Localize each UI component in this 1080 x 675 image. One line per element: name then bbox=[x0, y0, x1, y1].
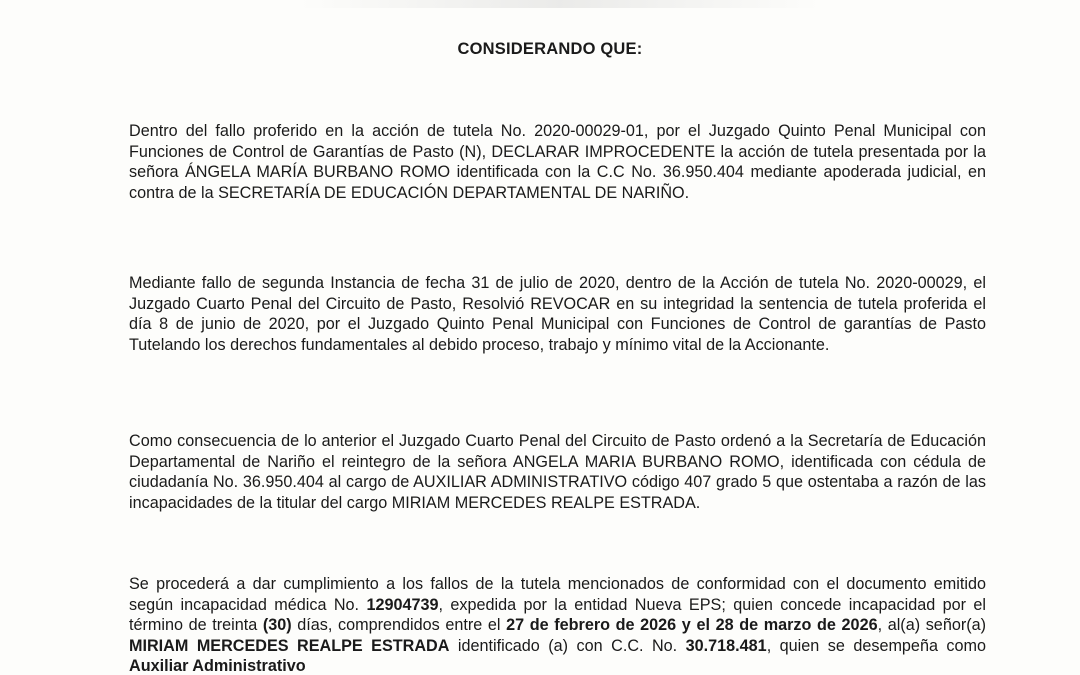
incapacity-number: 12904739 bbox=[366, 595, 439, 614]
scan-edge-mark bbox=[300, 0, 820, 8]
paragraph-tutela-fallo: Dentro del fallo proferido en la acción de tutela No. 2020-00029-01, por el Juzgado Quinto Penal Municipal con Funciones de Control de Garantías de Pasto (N), DECLARAR IMPROCEDENTE la acción de tutela presentada por la señora ÁNGELA MARÍA BURBANO ROMO identificada con la C.C No. 36.950.404 mediante apoderada judicial, en contra de la SECRETARÍA DE EDUCACIÓN DEPARTAMENTAL DE NARIÑO. bbox=[129, 122, 986, 202]
id-number: 30.718.481 bbox=[685, 636, 767, 655]
text-segment: , expedida por la entidad Nueva EPS; quien concede incapacidad por el término de treinta bbox=[129, 595, 986, 634]
paragraph-segunda-instancia: Mediante fallo de segunda Instancia de fecha 31 de julio de 2020, dentro de la Acción de tutela No. 2020-00029, el Juzgado Cuarto Penal del Circuito de Pasto, Resolvió REVOCAR en su integridad la sentencia de tutela proferida el día 8 de junio de 2020, por el Juzgado Quinto Penal Municipal con Funciones de Control de garantías de Pasto Tutelando los derechos fundamentales al debido proceso, trabajo y mínimo vital de la Accionante. bbox=[129, 274, 986, 354]
days-count: (30) bbox=[262, 616, 292, 634]
text-segment: , al(a) señor(a) bbox=[877, 616, 986, 634]
text-segment: Se procederá a dar cumplimiento a los fallos de la tutela mencionados de conformidad con el documento emitido según incapacidad médica No. bbox=[129, 575, 986, 614]
text-segment: días, comprendidos entre el bbox=[291, 616, 507, 634]
date-range: 27 de febrero de 2026 y el 28 de marzo de 2026 bbox=[506, 616, 878, 634]
paragraph-reintegro: Como consecuencia de lo anterior el Juzgado Cuarto Penal del Circuito de Pasto ordenó a la Secretaría de Educación Departamental de Nariño el reintegro de la señora ANGELA MARIA BURBANO ROMO, identificada con cédula de ciudadanía No. 36.950.404 al cargo de AUXILIAR ADMINISTRATIVO código 407 grado 5 que ostentaba a razón de las incapacidades de la titular del cargo MIRIAM MERCEDES REALPE ESTRADA. bbox=[129, 432, 986, 512]
section-heading: CONSIDERANDO QUE: bbox=[457, 40, 643, 58]
paragraph-cumplimiento bbox=[129, 574, 986, 675]
text-segment: identificado (a) con C.C. No. bbox=[449, 636, 686, 655]
person-name: MIRIAM MERCEDES REALPE ESTRADA bbox=[129, 636, 450, 655]
job-title: Auxiliar Administrativo bbox=[129, 657, 306, 675]
text-segment: , quien se desempeña como bbox=[766, 636, 987, 655]
